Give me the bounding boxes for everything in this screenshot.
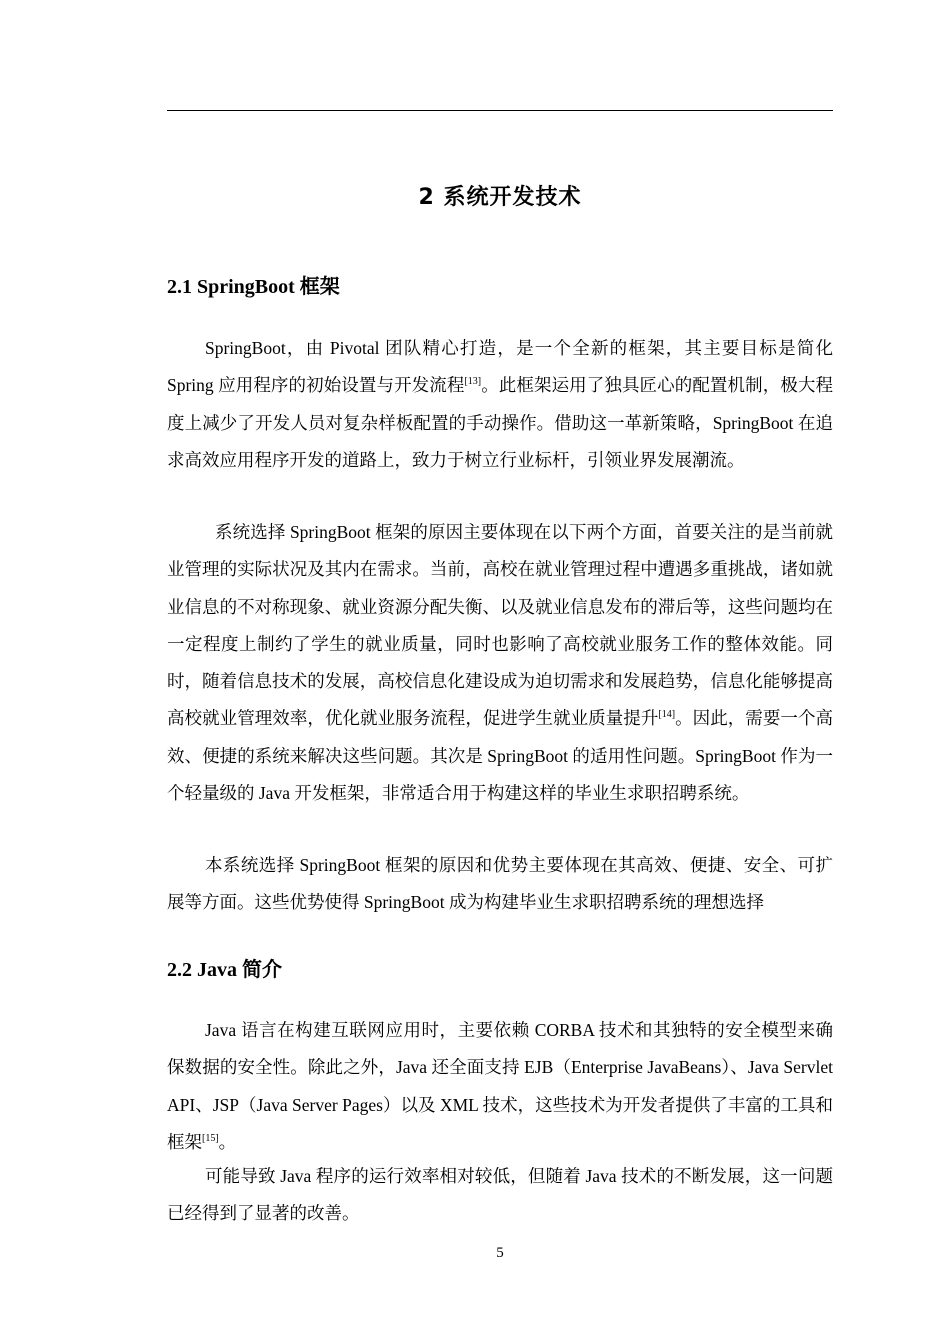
paragraph — [167, 1158, 833, 1233]
chapter-title: 2 系统开发技术 — [418, 185, 582, 210]
citation-ref: [13] — [464, 376, 482, 388]
page-number: 5 — [496, 1245, 504, 1261]
paragraph-text: 。此框架运用了独具匠心的配置机制，极大程度上减少了开发人员对复杂样板配置的手动操作。借助这一革新策略，SpringBoot 在追求高效应用程序开发的道路上，致力于树立行业标杆，引领业界发展潮流。 — [167, 375, 833, 470]
section-heading-java: 2.2 Java 简介 — [167, 959, 282, 981]
paragraph — [167, 1012, 833, 1161]
paragraph-text: 可能导致 Java 程序的运行效率相对较低，但随着 Java 技术的不断发展，这一问题已经得到了显著的改善。 — [167, 1166, 833, 1224]
paragraph-text: 本系统选择 SpringBoot 框架的原因和优势主要体现在其高效、便捷、安全、可扩展等方面。这些优势使得 SpringBoot 成为构建毕业生求职招聘系统的理想选择 — [167, 855, 833, 913]
paragraph-text: 。因此，需要一个高效、便捷的系统来解决这些问题。其次是 SpringBoot 的适用性问题。SpringBoot 作为一个轻量级的 Java 开发框架，非常适合用于构建这样的毕业生求职招聘系统。 — [167, 708, 834, 804]
paragraph — [167, 514, 833, 812]
paragraph-text: SpringBoot，由 Pivotal 团队精心打造，是一个全新的框架，其主要目标是简化 Spring 应用程序的初始设置与开发流程 — [167, 338, 833, 396]
section-heading-springboot: 2.1 SpringBoot 框架 — [167, 276, 340, 298]
citation-ref: [14] — [658, 709, 676, 721]
paragraph-text: Java 语言在构建互联网应用时，主要依赖 CORBA 技术和其独特的安全模型来确保数据的安全性。除此之外，Java 还全面支持 EJB（Enterprise JavaBeans）、Java Servlet API、JSP（Java Server Pages）以及 XML 技术，这些技术为开发者提供了丰富的工具和框架 — [167, 1020, 833, 1152]
paragraph — [167, 847, 833, 922]
header-rule — [167, 110, 833, 111]
paragraph-text: 。 — [218, 1131, 237, 1152]
paragraph — [167, 330, 833, 479]
citation-ref: [15] — [202, 1133, 219, 1145]
paragraph-text: 系统选择 SpringBoot 框架的原因主要体现在以下两个方面，首要关注的是当前就业管理的实际状况及其内在需求。当前，高校在就业管理过程中遭遇多重挑战，诸如就业信息的不对称现象、就业资源分配失衡、以及就业信息发布的滞后等，这些问题均在一定程度上制约了学生的就业质量，同时也影响了高校就业服务工作的整体效能。同时，随着信息技术的发展，高校信息化建设成为迫切需求和发展趋势，信息化能够提高高校就业管理效率，优化就业服务流程，促进学生就业质量提升 — [167, 522, 833, 729]
